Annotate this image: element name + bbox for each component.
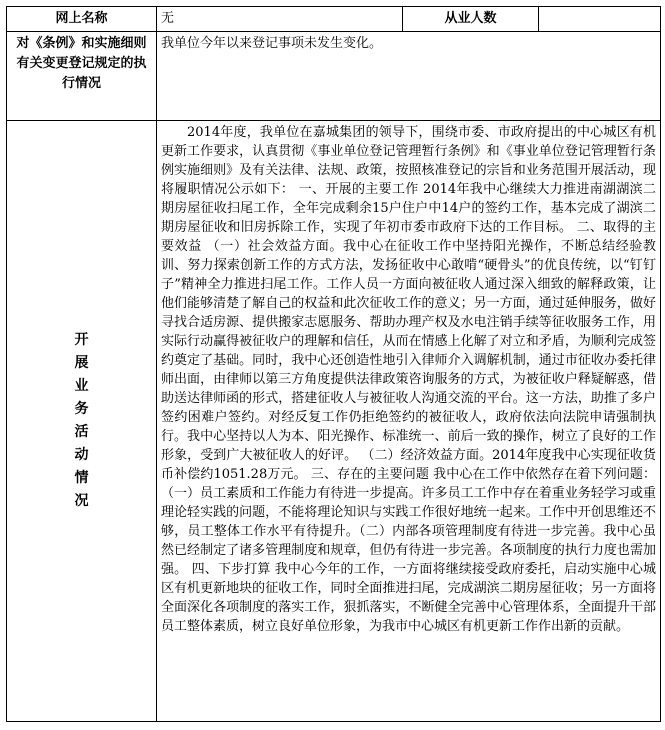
business-activities-text: 2014年度，我单位在嘉城集团的领导下，围绕市委、市政府提出的中心城区有机更新工作要求，认真贯彻《事业单位登记管理暂行条例》和《事业单位登记管理暂行条例实施细则》及有关法律、法规、政策，按照核准登记的宗旨和业务范围开展活动，现将履职情况公示如下： 一、开展的主要工作 2014年我中心继续大力推进南湖湖滨二期房屋征收扫尾工作，全年完成剩余15户住户中14户的签约工作，基本完成了湖滨二期房屋征收和旧房拆除工作，实现了年初市委市政府下达的工作目标。 二、取得的主要效益 （一）社会效益方面。我中心在征收工作中坚持阳光操作，不断总结经验教训、努力探索创新工作的方式方法，发扬征收中心敢啃“硬骨头”的优良传统，以“钉钉子”精神全力推进扫尾工作。工作人员一方面向被征收人通过深入细致的解释政策，让他们能够清楚了解自己的权益和此次征收工作的意义；另一方面，通过延伸服务，做好寻找合适房源、提供搬家志愿服务、帮助办理产权及水电注销手续等征收服务工作，用实际行动赢得被征收户的理解和信任，从而在情感上化解了对立和矛盾，为顺利完成签约奠定了基础。同时，我中心还创造性地引入律师介入调解机制，通过市征收办委托律师出面，由律师以第三方角度提供法律政策咨询服务的方式，为被征收户释疑解惑，借助送达律师函的形式，搭建征收人与被征收人沟通交流的平台。这一方法，助推了多户签约困难户签约。对经反复工作仍拒绝签约的被征收人，政府依法向法院申请强制执行。我中心坚持以人为本、阳光操作、标准统一、前后一致的操作，树立了良好的工作形象，受到广大被征收人的好评。 （二）经济效益方面。2014年度我中心实现征收货币补偿约1051.28万元。 三、存在的主要问题 我中心在工作中依然存在着下列问题：（一）员工素质和工作能力有待进一步提高。许多员工工作中存在着重业务轻学习或重理论轻实践的问题，不能将理论知识与实践工作很好地统一起来。工作中开创思维还不够，员工整体工作水平有待提升。（二）内部各项管理制度有待进一步完善。我中心虽然已经制定了诸多管理制度和规章，但仍有待进一步完善。各项制度的执行力度也需加强。 四、下步打算 我中心今年的工作，一方面将继续接受政府委托，启动实施中心城区有机更新地块的征收工作，同时全面推进扫尾，完成湖滨二期房屋征收；另一方面将全面深化各项制度的落实工作，狠抓落实，不断健全完善中心管理体系，全面提升干部员工整体素质，树立良好单位形象，为我市中心城区有机更新工作作出新的贡献。 xyxy=(157,121,661,722)
table-row xyxy=(7,32,661,121)
staff-count-value xyxy=(539,7,661,32)
change-registration-label: 对《条例》和实施细则有关变更登记规定的执行情况 xyxy=(7,32,157,121)
online-name-label: 网上名称 xyxy=(7,7,157,32)
report-table xyxy=(6,6,661,722)
business-activities-label-text: 开展业务活动情况 xyxy=(74,332,89,509)
change-registration-value: 我单位今年以来登记事项未发生变化。 xyxy=(157,32,661,121)
table-row xyxy=(7,121,661,722)
table-row xyxy=(7,7,661,32)
business-activities-label xyxy=(7,121,157,722)
staff-count-label: 从业人数 xyxy=(403,7,539,32)
online-name-value: 无 xyxy=(157,7,403,32)
